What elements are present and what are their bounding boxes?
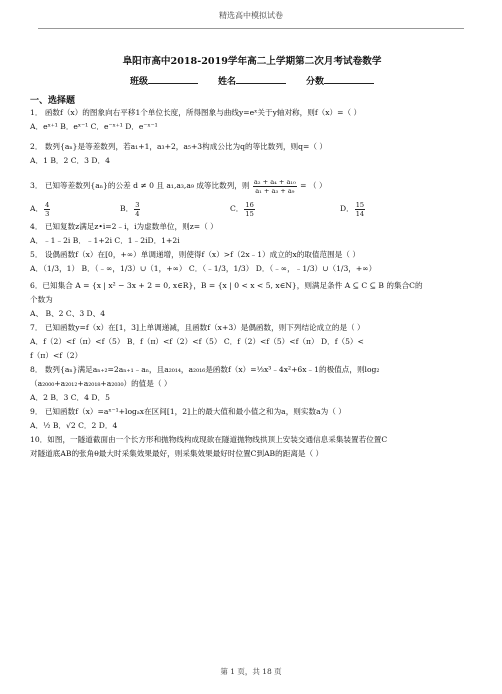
question-6-continued: 个数为	[30, 295, 53, 304]
score-field	[306, 74, 374, 87]
document-body	[30, 56, 474, 461]
class-field	[130, 74, 198, 87]
question-3-denominator: a₁ + a₃ + a₉	[255, 186, 295, 195]
question-7-options: A．f（2）<f（π）<f（5） B．f（π）<f（2）<f（5） C．f（2）<f（5）<f（π） D．f（5）<	[30, 337, 364, 346]
question-1-options: A．eˣ⁺¹ B．eˣ⁻¹ C．e⁻ˣ⁺¹ D．e⁻ˣ⁻¹	[30, 122, 158, 131]
question-3-option-d: D． $\frac{15}{14}$	[340, 200, 365, 218]
question-3-option-a: A． $\frac{4}{3}$	[30, 200, 50, 218]
question-3	[30, 174, 474, 198]
question-3-option-b: B． $\frac{3}{4}$	[120, 200, 140, 218]
question-8-options: A．2 B．3 C．4 D．5	[30, 393, 110, 402]
question-7: 7． 已知函数y=f（x）在[1，3]上单调递减，且函数f（x+3）是偶函数，则下列结论成立的是（ ）	[30, 323, 365, 332]
question-2: 2． 数列{aₙ}是等差数列，若a₁+1，a₃+2，a₅+3构成公比为q的等比数列，则q=（ ）	[30, 142, 327, 151]
header-rule	[38, 28, 464, 29]
question-2-options: A．1 B．2 C．3 D．4	[30, 156, 110, 165]
name-blank	[236, 74, 286, 84]
page-footer: 第 1 页，共 18 页	[220, 667, 282, 676]
class-label: 班级	[129, 77, 148, 87]
question-4: 4． 已知复数z满足z•i=2﹣i，i为虚数单位，则z=（ ）	[30, 222, 218, 231]
header-text: 精选高中模拟试卷	[219, 11, 283, 20]
question-5: 5． 设偶函数f（x）在[0，+∞）单调递增，则使得f（x）>f（2x﹣1）成立的x的取值范围是（ ）	[30, 250, 360, 259]
page-header	[0, 0, 502, 34]
page-title: 阜阳市高中2018-2019学年高二上学期第二次月考试卷数学	[122, 56, 382, 67]
question-3-fraction	[253, 178, 297, 195]
question-3-numerator: a₂ + a₄ + a₁₀	[253, 177, 296, 186]
question-1: 1． 函数f（x）的图象向右平移1个单位长度，所得图象与曲线y=eˣ关于y轴对称，则f（x）=（ ）	[30, 108, 362, 117]
question-3-options	[30, 198, 474, 220]
name-label: 姓名	[217, 77, 236, 87]
name-field	[218, 74, 286, 87]
question-5-options: A．（1/3，1） B．（﹣∞，1/3）∪（1，+∞） C．（﹣1/3，1/3） D．（﹣∞，﹣1/3）∪（1/3，+∞）	[30, 264, 377, 273]
question-3-text: 3． 已知等差数列{aₙ}的公差 d ≠ 0 且 a₁,a₃,a₉ 成等比数列，则	[30, 181, 250, 190]
question-10-continued: 对隧道底AB的张角θ最大时采集效果最好，则采集效果最好时位置C到AB的距离是（ ）	[30, 449, 324, 458]
question-8-continued: （a₂₀₀₀+a₂₀₁₂+a₂₀₁₈+a₂₀₃₀）的值是（ ）	[30, 379, 172, 388]
question-3-tail: = （ ）	[300, 181, 327, 190]
question-6: 6．已知集合 A = {x | x² − 3x + 2 = 0, x∈R}，B = {x | 0 < x < 5, x∈N}，则满足条件 A ⊆ C ⊆ B 的集合C的	[30, 281, 423, 290]
question-4-options: A．﹣1﹣2i B．﹣1+2i C．1﹣2iD．1+2i	[30, 236, 180, 245]
question-3-option-c: C． $\frac{16}{15}$	[230, 200, 254, 218]
question-8: 8． 数列{aₙ}满足aₙ₊₂=2aₙ₊₁﹣aₙ，且a₂₀₁₄，a₂₀₁₆是函数f（x）=⅓x³﹣4x²+6x﹣1的极值点，则log₂	[30, 365, 380, 374]
student-info-fields	[30, 74, 474, 87]
question-7-options-continued: f（π）<f（2）	[30, 351, 83, 360]
score-label: 分数	[306, 77, 325, 87]
score-blank	[324, 74, 374, 84]
question-6-options: A、 B、2 C、3 D、4	[30, 309, 106, 318]
section-heading: 一、选择题	[30, 96, 76, 106]
class-blank	[148, 74, 198, 84]
question-9-options: A．½ B．√2 C．2 D．4	[30, 421, 118, 430]
question-9: 9． 已知函数f（x）=aˣ⁻¹+logₐx在区间[1，2]上的最大值和最小值之和为a，则实数a为（ ）	[30, 407, 346, 416]
question-10: 10．如图，一隧道截面由一个长方形和抛物线构成现欲在隧道抛物线拱顶上安装交通信息采集装置若位置C	[30, 435, 388, 444]
